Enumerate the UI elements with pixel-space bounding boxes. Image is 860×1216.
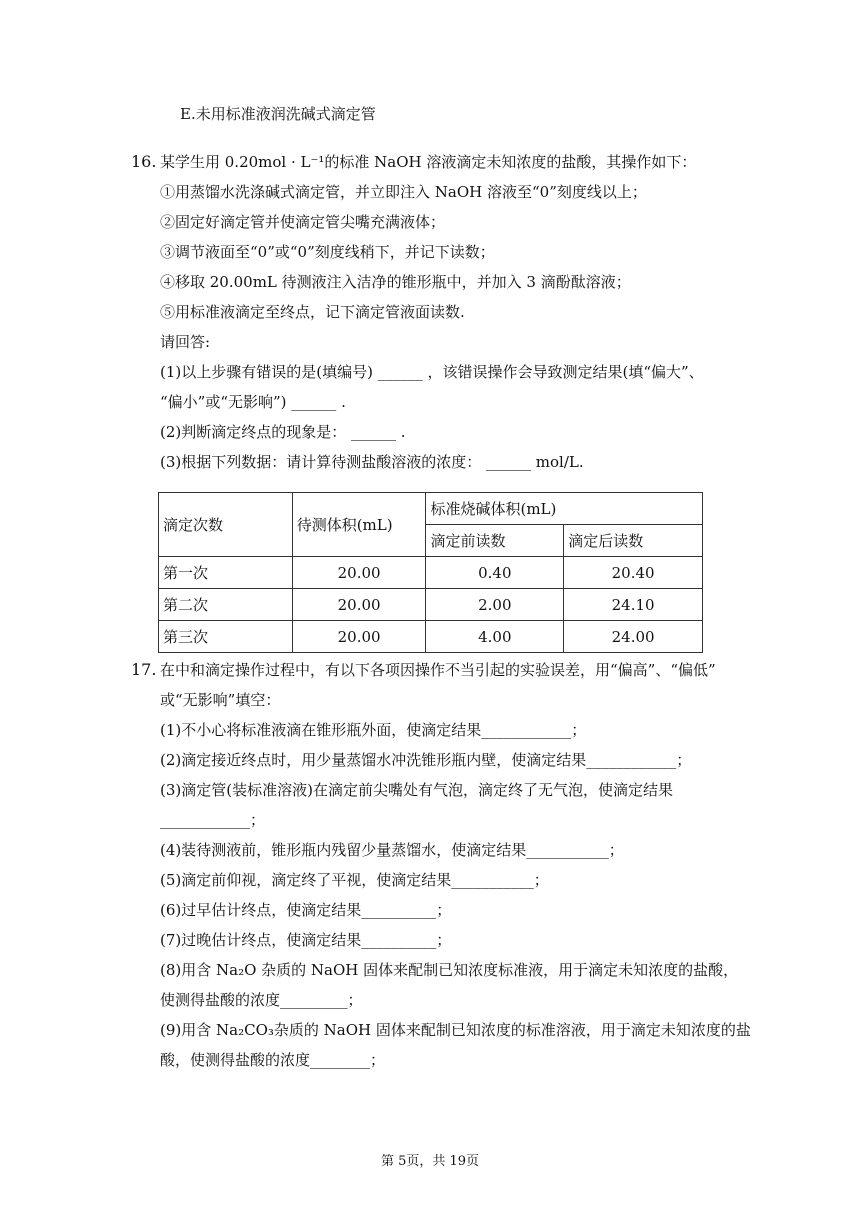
table-row <box>159 557 703 589</box>
header-after: 滴定后读数 <box>564 525 703 557</box>
header-before: 滴定前读数 <box>426 525 564 557</box>
table-cell: 24.00 <box>564 621 703 653</box>
q16-step-4: ④移取 20.00mL 待测液注入洁净的锥形瓶中，并加入 3 滴酚酞溶液； <box>160 273 631 291</box>
q17-item-4: (4)装待测液前，锥形瓶内残留少量蒸馏水，使滴定结果___________； <box>160 841 624 859</box>
q16-step-5: ⑤用标准液滴定至终点，记下滴定管液面读数. <box>160 303 465 321</box>
q16-ask: 请回答: <box>160 333 211 351</box>
question-16-intro: 某学生用 0.20mol · L⁻¹的标准 NaOH 溶液滴定未知浓度的盐酸，其操作如下： <box>160 153 697 171</box>
table-cell: 20.00 <box>292 557 426 589</box>
table-row <box>159 589 703 621</box>
q17-item-5: (5)滴定前仰视，滴定终了平视，使滴定结果___________； <box>160 871 549 889</box>
q16-step-2: ②固定好滴定管并使滴定管尖嘴充满液体； <box>160 213 446 231</box>
question-17-number: 17. <box>131 660 157 679</box>
table-cell: 24.10 <box>564 589 703 621</box>
question-17-intro-a: 在中和滴定操作过程中，有以下各项因操作不当引起的实验误差，用“偏高”、“偏低” <box>160 661 716 679</box>
previous-option-e: E.未用标准液润洗碱式滴定管 <box>180 105 376 123</box>
page-footer: 第 5页，共 19页 <box>380 1154 480 1169</box>
table-cell: 2.00 <box>426 589 564 621</box>
q17-item-9: (9)用含 Na₂CO₃杂质的 NaOH 固体来配制已知浓度的标准溶液，用于滴定未知浓度的盐 <box>160 1021 751 1039</box>
q17-item-3: (3)滴定管(装标准溶液)在滴定前尖嘴处有气泡，滴定终了无气泡，使滴定结果 <box>160 781 673 799</box>
header-times: 滴定次数 <box>159 493 293 557</box>
q17-item-8-cont: 使测得盐酸的浓度_________； <box>160 991 363 1009</box>
table-cell: 0.40 <box>426 557 564 589</box>
table-cell: 20.00 <box>292 621 426 653</box>
table-cell: 第一次 <box>159 557 293 589</box>
question-17-intro-b: 或“无影响”填空： <box>160 691 281 709</box>
table-row <box>159 621 703 653</box>
table-cell: 第三次 <box>159 621 293 653</box>
table-cell: 4.00 <box>426 621 564 653</box>
table-cell: 第二次 <box>159 589 293 621</box>
titration-data-table <box>158 492 703 653</box>
table-cell: 20.00 <box>292 589 426 621</box>
q17-item-9-cont: 酸，使测得盐酸的浓度________； <box>160 1051 386 1069</box>
table-cell: 20.40 <box>564 557 703 589</box>
q16-step-3: ③调节液面至“0”或“0”刻度线稍下，并记下读数； <box>160 243 495 261</box>
q17-item-3-cont: ____________； <box>160 811 266 829</box>
question-16-number: 16. <box>131 152 157 171</box>
q17-item-2: (2)滴定接近终点时，用少量蒸馏水冲洗锥形瓶内壁，使滴定结果____________； <box>160 751 692 769</box>
q17-item-1: (1)不小心将标准液滴在锥形瓶外面，使滴定结果____________； <box>160 721 587 739</box>
q17-item-8: (8)用含 Na₂O 杂质的 NaOH 固体来配制已知浓度标准液，用于滴定未知浓度的盐酸， <box>160 961 739 979</box>
q17-item-6: (6)过早估计终点，使滴定结果__________； <box>160 901 452 919</box>
q16-step-1: ①用蒸馏水洗涤碱式滴定管，并立即注入 NaOH 溶液至“0”刻度线以上； <box>160 183 647 201</box>
q16-sub-2: (2)判断滴定终点的现象是： ______ . <box>160 423 406 441</box>
header-volume: 待测体积(mL) <box>292 493 426 557</box>
q16-sub-1-line-a: (1)以上步骤有错误的是(填编号) ______ ，该错误操作会导致测定结果(填“偏大”、 <box>160 363 704 381</box>
q16-sub-1-line-b: “偏小”或“无影响”) ______ . <box>160 393 346 411</box>
q17-item-7: (7)过晚估计终点，使滴定结果__________； <box>160 931 452 949</box>
header-std-volume: 标准烧碱体积(mL) <box>426 493 703 525</box>
q16-sub-3: (3)根据下列数据：请计算待测盐酸溶液的浓度： ______ mol/L. <box>160 453 584 471</box>
